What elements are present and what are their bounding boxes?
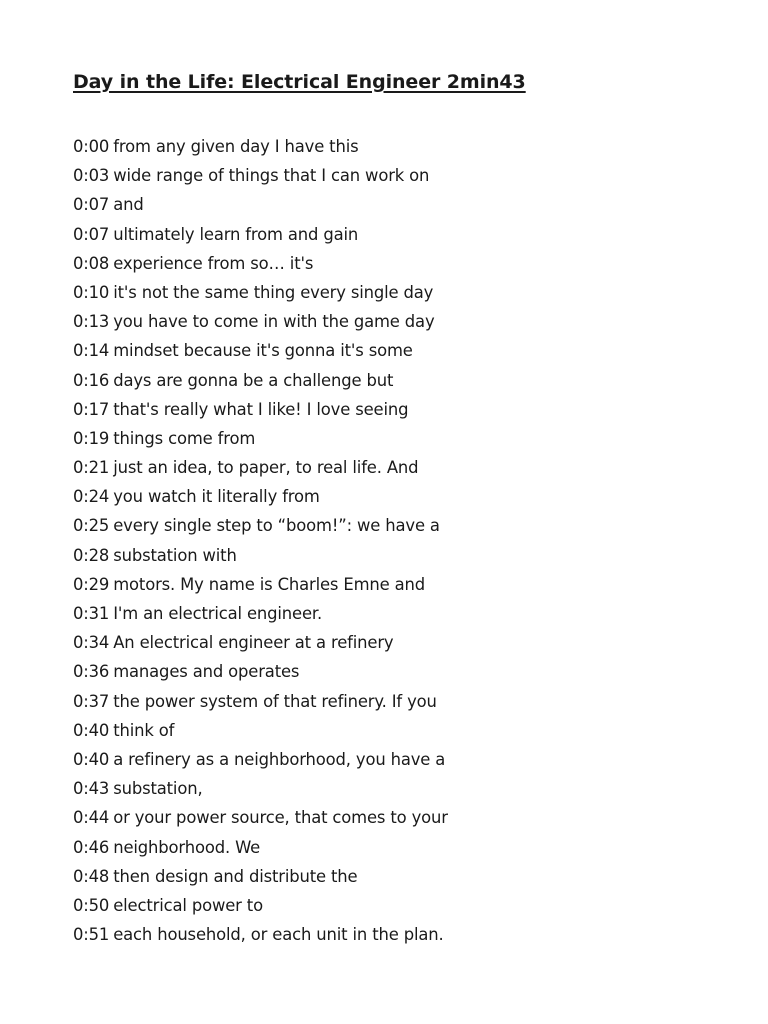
- transcript-text: days are gonna be a challenge but: [113, 370, 394, 390]
- transcript-line: [73, 424, 713, 453]
- transcript-line: [73, 599, 713, 628]
- transcript-line: [73, 541, 713, 570]
- transcript-line: [73, 803, 713, 832]
- timestamp: 0:17: [73, 399, 110, 419]
- transcript-line: [73, 687, 713, 716]
- transcript-text: just an idea, to paper, to real life. And: [113, 458, 419, 478]
- transcript-line: [73, 891, 713, 920]
- transcript-line: [73, 628, 713, 657]
- timestamp: 0:50: [73, 895, 110, 915]
- transcript-text: a refinery as a neighborhood, you have a: [113, 749, 446, 769]
- timestamp: 0:16: [73, 370, 110, 390]
- transcript-line: [73, 278, 713, 307]
- transcript-line: [73, 220, 713, 249]
- timestamp: 0:40: [73, 720, 110, 740]
- timestamp: 0:44: [73, 808, 110, 828]
- transcript-line: [73, 190, 713, 219]
- transcript-text: things come from: [113, 428, 256, 448]
- timestamp: 0:43: [73, 779, 110, 799]
- transcript-text: and: [113, 195, 144, 215]
- timestamp: 0:40: [73, 749, 110, 769]
- timestamp: 0:13: [73, 312, 110, 332]
- document-title: Day in the Life: Electrical Engineer 2min43: [73, 71, 526, 93]
- timestamp: 0:24: [73, 487, 110, 507]
- timestamp: 0:28: [73, 545, 110, 565]
- timestamp: 0:00: [73, 137, 110, 156]
- transcript-line: [73, 307, 713, 336]
- transcript-text: you have to come in with the game day: [113, 312, 435, 332]
- transcript-text: then design and distribute the: [113, 866, 358, 886]
- transcript-line: [73, 716, 713, 745]
- timestamp: 0:07: [73, 195, 110, 215]
- transcript-line: [73, 745, 713, 774]
- transcript-text: I'm an electrical engineer.: [113, 604, 323, 623]
- transcript-text: ultimately learn from and gain: [113, 224, 359, 244]
- timestamp: 0:46: [73, 837, 110, 857]
- timestamp: 0:37: [73, 691, 110, 711]
- transcript-line: [73, 336, 713, 365]
- transcript-text: manages and operates: [113, 662, 300, 682]
- transcript-text: mindset because it's gonna it's some: [113, 341, 413, 361]
- timestamp: 0:03: [73, 166, 110, 186]
- timestamp: 0:36: [73, 662, 110, 682]
- transcript-line: [73, 833, 713, 862]
- transcript-text: An electrical engineer at a refinery: [113, 633, 394, 653]
- timestamp: 0:48: [73, 866, 110, 886]
- transcript-text: think of: [113, 720, 175, 740]
- transcript-text: from any given day I have this: [113, 137, 359, 156]
- transcript-line: [73, 657, 713, 686]
- transcript-text: electrical power to: [113, 895, 263, 915]
- transcript-text: it's not the same thing every single day: [113, 282, 434, 302]
- timestamp: 0:07: [73, 224, 110, 244]
- transcript-line: [73, 132, 713, 161]
- transcript-text: you watch it literally from: [113, 487, 320, 507]
- timestamp: 0:10: [73, 282, 110, 302]
- transcript-text: experience from so… it's: [113, 253, 314, 273]
- transcript-line: [73, 453, 713, 482]
- transcript-text: that's really what I like! I love seeing: [113, 399, 409, 419]
- timestamp: 0:25: [73, 516, 110, 536]
- transcript-line: [73, 395, 713, 424]
- timestamp: 0:34: [73, 633, 110, 653]
- timestamp: 0:31: [73, 604, 110, 623]
- transcript-line: [73, 161, 713, 190]
- transcript-text: every single step to “boom!”: we have a: [113, 516, 440, 536]
- transcript-list: [73, 132, 713, 949]
- transcript-text: each household, or each unit in the plan.: [113, 925, 444, 945]
- transcript-line: [73, 249, 713, 278]
- transcript-text: neighborhood. We: [113, 837, 261, 857]
- transcript-line: [73, 920, 713, 949]
- transcript-text: motors. My name is Charles Emne and: [113, 574, 426, 594]
- transcript-line: [73, 774, 713, 803]
- timestamp: 0:14: [73, 341, 110, 361]
- timestamp: 0:21: [73, 458, 110, 478]
- timestamp: 0:51: [73, 925, 110, 945]
- transcript-line: [73, 862, 713, 891]
- transcript-text: substation with: [113, 545, 237, 565]
- transcript-line: [73, 570, 713, 599]
- transcript-text: the power system of that refinery. If you: [113, 691, 437, 711]
- transcript-line: [73, 366, 713, 395]
- transcript-line: [73, 482, 713, 511]
- transcript-line: [73, 511, 713, 540]
- timestamp: 0:29: [73, 574, 110, 594]
- timestamp: 0:08: [73, 253, 110, 273]
- transcript-text: substation,: [113, 779, 203, 799]
- timestamp: 0:19: [73, 428, 110, 448]
- transcript-text: or your power source, that comes to your: [113, 808, 448, 828]
- transcript-text: wide range of things that I can work on: [113, 166, 430, 186]
